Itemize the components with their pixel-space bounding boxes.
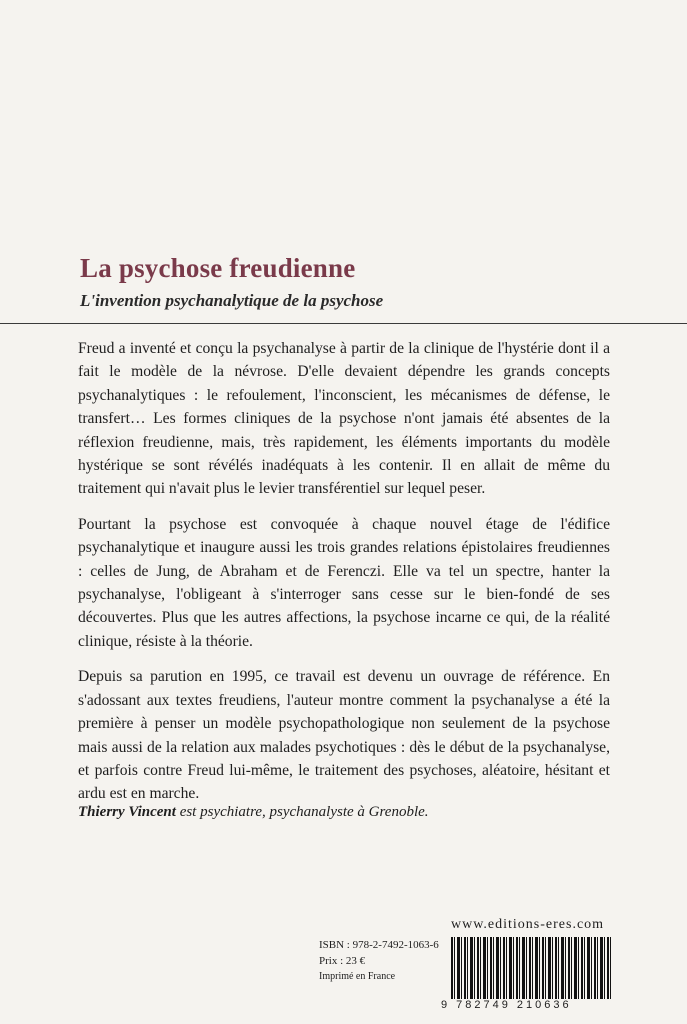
barcode-digits: 9 782749 210636 bbox=[441, 999, 572, 1011]
book-title: La psychose freudienne bbox=[80, 253, 356, 283]
blurb-paragraph-1: Freud a inventé et conçu la psychanalyse à partir de la clinique de l'hystérie dont il a fait le modèle de la névrose. D'elle devaient dépendre les grands concepts psychanalytiques : le refoulement, l'inconscient, les mécanismes de défense, le transfert… Les formes cliniques de la psychose n'ont jamais été absentes de la réflexion freudienne, mais, très rapidement, les éléments importants du modèle hystérique se sont révélés inadéquats à les contenir. Il en allait de même du traitement qui n'avait plus le levier transférentiel sur lequel peser. bbox=[78, 340, 610, 498]
isbn: ISBN : 978-2-7492-1063-6 bbox=[319, 939, 439, 951]
blurb-paragraph-2: Pourtant la psychose est convoquée à chaque nouvel étage de l'édifice psychanalytique et inaugure aussi les trois grandes relations épistolaires freudiennes : celles de Jung, de Abraham et de Ferenczi. Elle va tel un spectre, hanter la psychanalyse, l'obligeant à s'interroger sans cesse sur le bien-fondé de ses découvertes. Plus que les autres affections, la psychose incarne ce qui, de la réalité clinique, résiste à la théorie. bbox=[78, 515, 610, 650]
blurb-paragraph-3: Depuis sa parution en 1995, ce travail est devenu un ouvrage de référence. En s'adossant aux textes freudiens, l'auteur montre comment la psychanalyse a été la première à penser un modèle psychopathologique non seulement de la psychose mais aussi de la relation aux malades psychotiques : dès le début de la psychanalyse, et parfois contre Freud lui-même, le traitement des psychoses, aléatoire, hésitant et ardu est en marche. bbox=[78, 668, 610, 803]
publication-info bbox=[319, 937, 439, 985]
printed-in: Imprimé en France bbox=[319, 971, 396, 982]
barcode-icon bbox=[451, 937, 611, 999]
barcode bbox=[441, 937, 611, 1013]
blurb bbox=[78, 337, 610, 818]
price: Prix : 23 € bbox=[319, 955, 366, 967]
author-description: est psychiatre, psychanalyste à Grenoble. bbox=[175, 804, 429, 820]
publisher-website: www.editions-eres.com bbox=[451, 917, 605, 932]
author-name: Thierry Vincent bbox=[78, 804, 176, 820]
book-subtitle: L'invention psychanalytique de la psychose bbox=[80, 291, 384, 310]
author-bio bbox=[78, 804, 618, 821]
divider-rule bbox=[0, 323, 687, 324]
